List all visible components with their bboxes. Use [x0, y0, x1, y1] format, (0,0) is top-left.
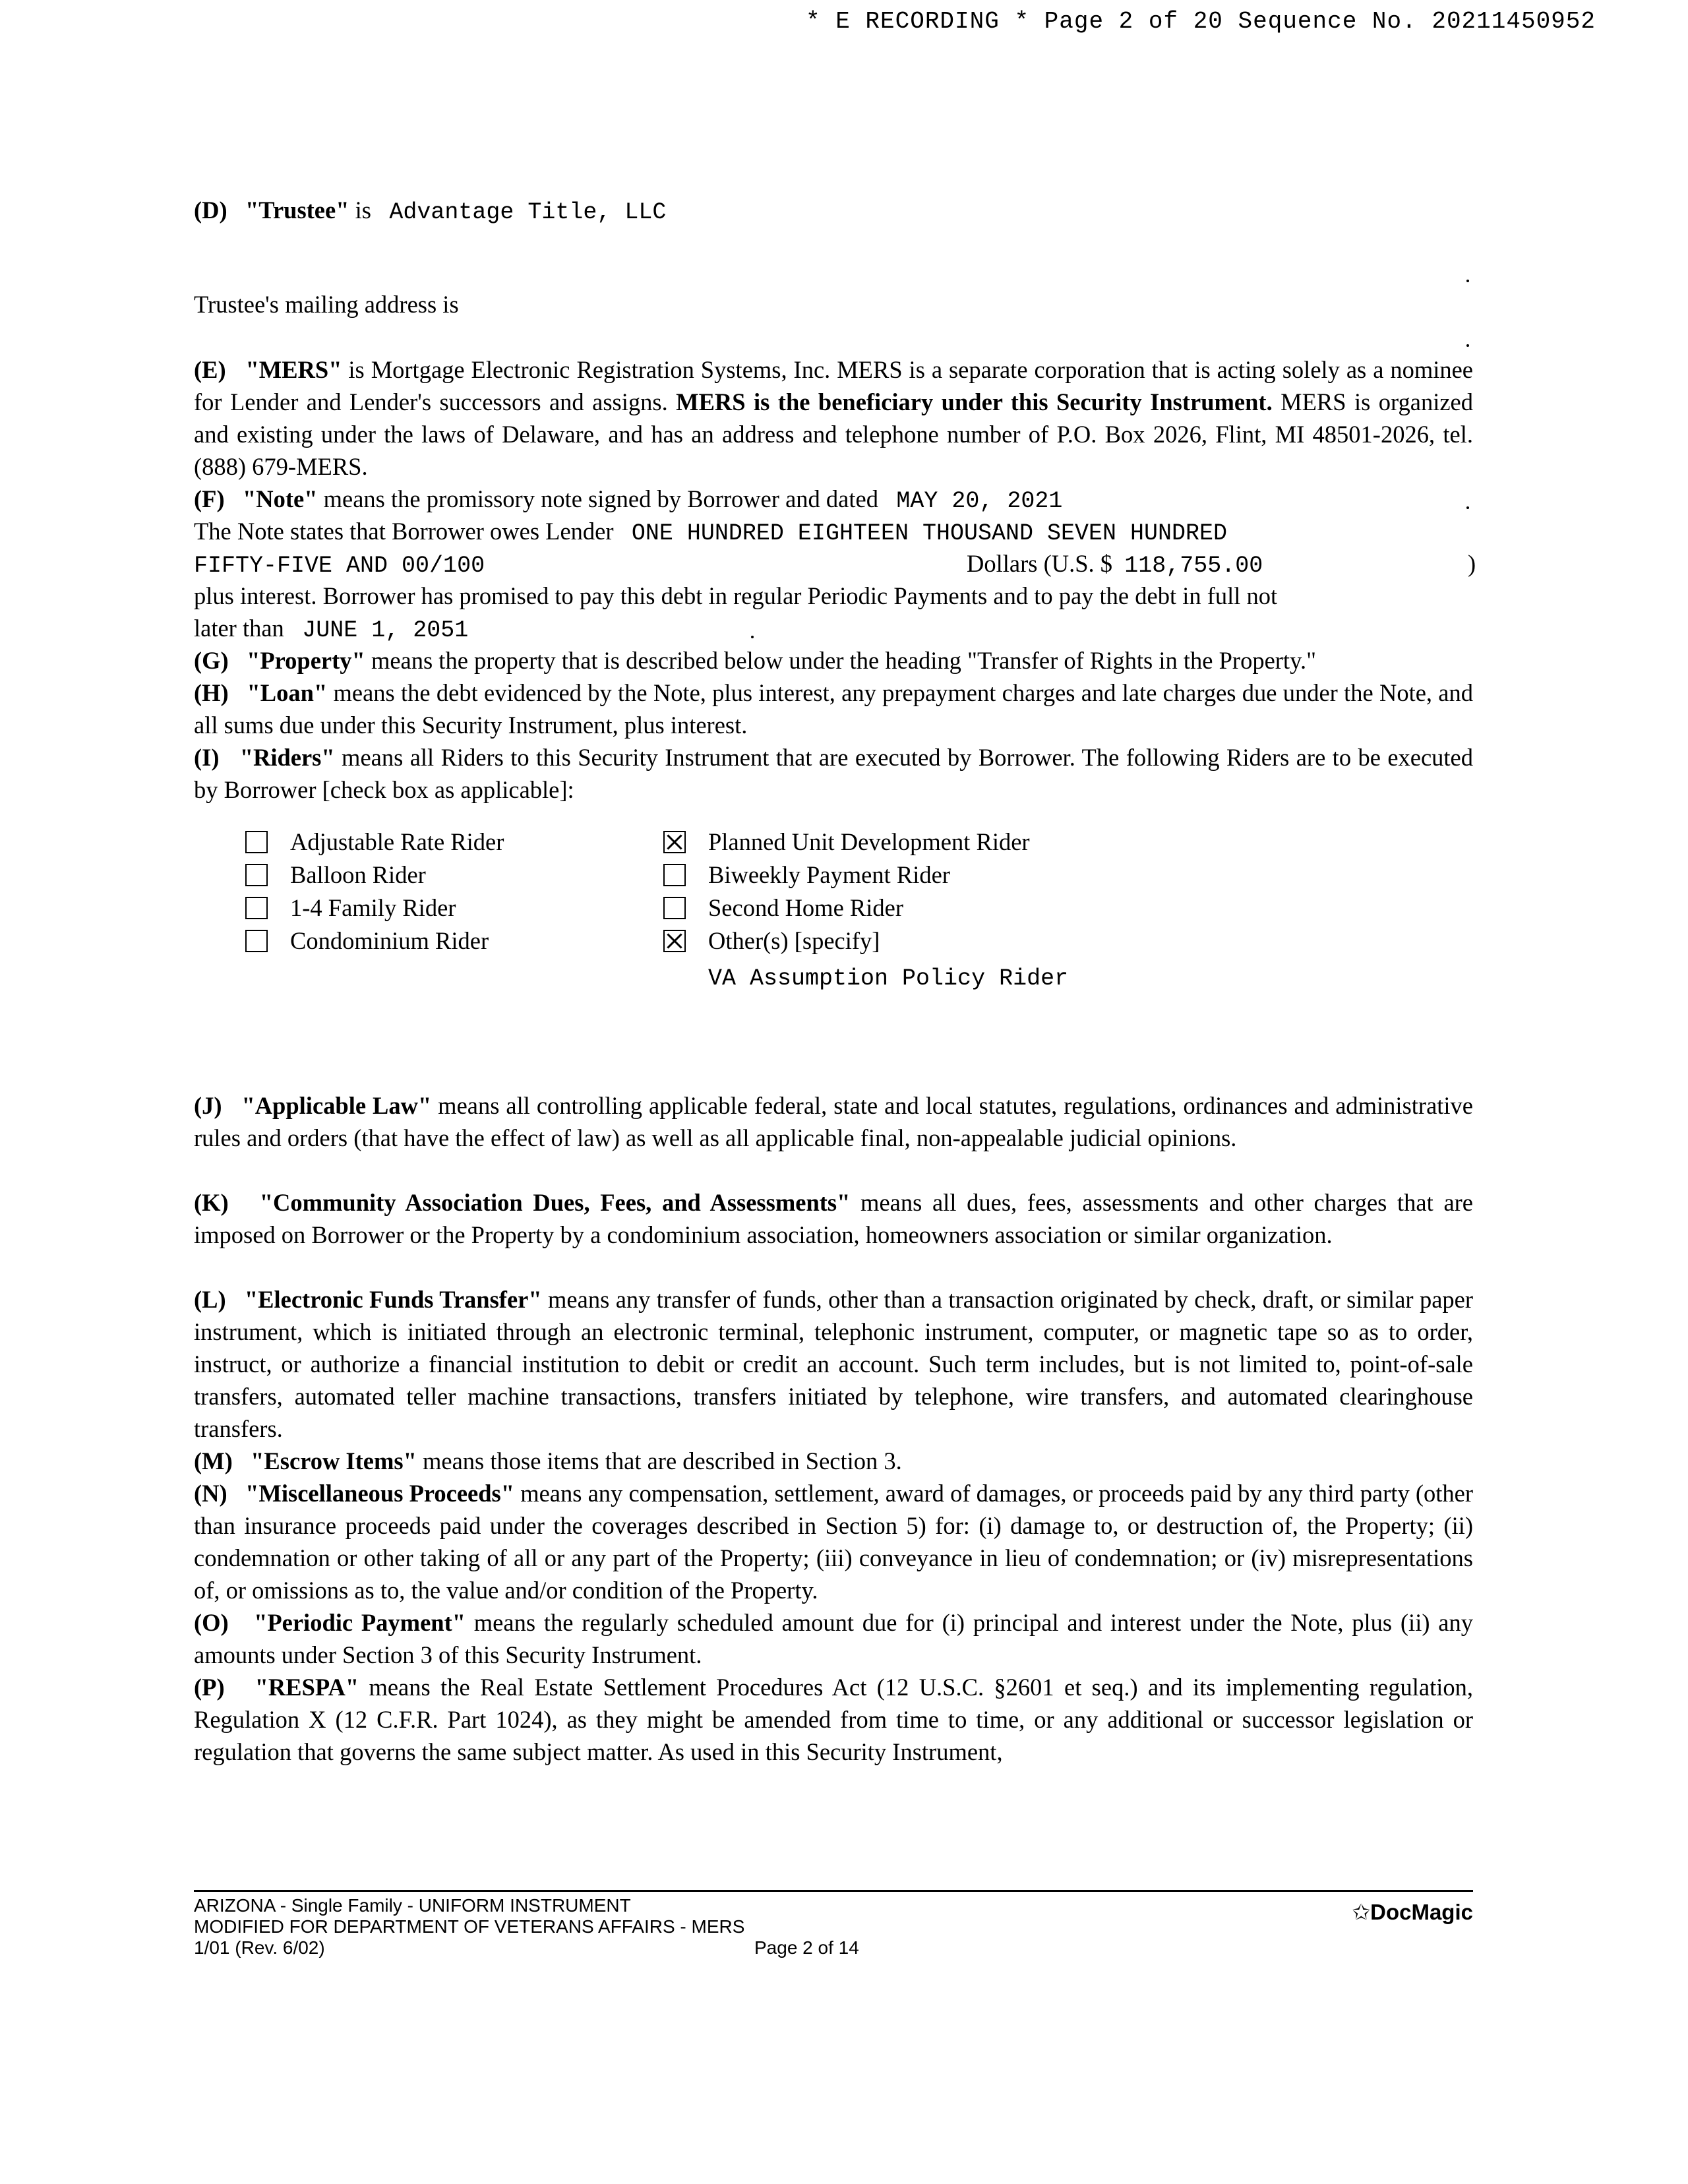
section-k-term: "Community Association Dues, Fees, and Assessments": [259, 1189, 851, 1216]
section-m-term: "Escrow Items": [251, 1447, 417, 1474]
section-e-text2: MERS is organized and existing under the laws of Delaware, and has an address and telephone number of P.O. Box 2026, Flint, MI 48501-2026, tel. (888) 679-MERS.: [194, 388, 1473, 480]
section-h-loan: [194, 677, 1473, 741]
section-j-label: (J): [194, 1092, 222, 1119]
section-p-term: "RESPA": [255, 1674, 359, 1701]
section-f-note-line2: [194, 515, 1227, 550]
section-f-note-line3: [194, 547, 485, 582]
rider-planned-unit-development[interactable]: [663, 826, 1030, 858]
section-e-bold: MERS is the beneficiary under this Security Instrument.: [676, 388, 1273, 415]
section-f-term: "Note": [242, 485, 318, 512]
rider-label: Other(s) [specify]: [708, 927, 880, 954]
section-n-miscellaneous-proceeds: [194, 1477, 1473, 1606]
section-e-term: "MERS": [245, 356, 342, 383]
section-m-text: means those items that are described in Section 3.: [416, 1447, 902, 1474]
other-rider-name: VA Assumption Policy Rider: [708, 965, 1069, 992]
section-m-label: (M): [194, 1447, 233, 1474]
section-f-text3: plus interest. Borrower has promised to pay this debt in regular Periodic Payments and to pay the debt in full not: [194, 582, 1278, 609]
section-f-note-line1: [194, 483, 1062, 518]
section-e-mers: [194, 353, 1473, 483]
rider-second-home[interactable]: [663, 892, 903, 924]
note-date: MAY 20, 2021: [896, 488, 1063, 514]
section-i-riders: [194, 741, 1473, 806]
section-l-electronic-funds-transfer: [194, 1283, 1473, 1445]
section-f-text2: The Note states that Borrower owes Lender: [194, 518, 614, 545]
section-n-term: "Miscellaneous Proceeds": [245, 1480, 515, 1507]
section-h-term: "Loan": [247, 679, 328, 706]
dot-mark: [1466, 344, 1469, 347]
dot-mark: [1466, 506, 1469, 509]
section-d-trustee: [194, 194, 666, 229]
section-d-label: (D): [194, 197, 227, 224]
footer-line-1: ARIZONA - Single Family - UNIFORM INSTRUMENT: [194, 1895, 631, 1916]
section-g-property: [194, 644, 1316, 677]
rider-label: Second Home Rider: [708, 894, 903, 921]
section-o-label: (O): [194, 1609, 229, 1636]
rider-label: Condominium Rider: [290, 927, 489, 954]
rider-adjustable-rate[interactable]: [245, 826, 504, 858]
amount-words-1: ONE HUNDRED EIGHTEEN THOUSAND SEVEN HUNDRED: [631, 520, 1228, 547]
trustee-mailing-address: Trustee's mailing address is: [194, 291, 459, 318]
section-g-text: means the property that is described below under the heading "Transfer of Rights in the Property.": [365, 647, 1316, 674]
trustee-name: Advantage Title, LLC: [389, 199, 667, 226]
note-amount: 118,755.00: [1124, 553, 1263, 579]
rider-1-4-family[interactable]: [245, 892, 456, 924]
section-k-community-association: [194, 1186, 1473, 1251]
section-p-respa: [194, 1671, 1473, 1768]
section-i-text: means all Riders to this Security Instrument that are executed by Borrower. The following Riders are to be executed by Borrower [check box as applicable]:: [194, 744, 1474, 803]
section-l-text: means any transfer of funds, other than a transaction originated by check, draft, or similar paper instrument, which is initiated through an electronic terminal, telephonic instrument, computer, or magnetic tape so as to order, instruct, or authorize a financial institution to debit or credit an account. Such term includes, but is not limited to, point-of-sale transfers, automated teller machine transactions, transfers initiated by telephone, wire transfers, and automated clearinghouse transfers.: [194, 1286, 1474, 1442]
docmagic-brand: DocMagic: [1370, 1900, 1473, 1924]
rider-label: Planned Unit Development Rider: [708, 828, 1030, 855]
section-l-term: "Electronic Funds Transfer": [244, 1286, 542, 1313]
section-g-label: (G): [194, 647, 229, 674]
rider-checkbox[interactable]: [245, 831, 268, 853]
rider-other-specify: [708, 960, 1068, 995]
section-p-text: means the Real Estate Settlement Procedures Act (12 U.S.C. §2601 et seq.) and its implementing regulation, Regulation X (12 C.F.R. Part 1024), as they might be amended from time to time, or any additional or successor legislation or regulation that governs the same subject matter. As used in this Security Instrument,: [194, 1674, 1474, 1765]
section-j-text: means all controlling applicable federal, state and local statutes, regulations, ordinances and administrative rules and orders (that have the effect of law) as well as all applicable final, non-appealable judicial opinions.: [194, 1092, 1473, 1151]
footer-line-3: 1/01 (Rev. 6/02): [194, 1937, 325, 1958]
section-d-text: is: [349, 197, 371, 224]
section-f-dollars: [967, 547, 1263, 582]
later-than: later than: [194, 615, 284, 642]
rider-checkbox-checked[interactable]: [663, 831, 686, 853]
section-l-label: (L): [194, 1286, 226, 1313]
rider-checkbox[interactable]: [663, 864, 686, 886]
dollars-label: Dollars (U.S. $: [967, 550, 1113, 577]
section-o-term: "Periodic Payment": [254, 1609, 466, 1636]
docmagic-logo: [1352, 1899, 1473, 1925]
rider-checkbox[interactable]: [245, 864, 268, 886]
rider-checkbox[interactable]: [245, 897, 268, 919]
section-n-text: means any compensation, settlement, award of damages, or proceeds paid by any third party (other than insurance proceeds paid under the coverages described in Section 5) for: (i) damage to, or destruction of, the Property; (ii) condemnation or other taking of all or any part of the Property; (iii) conveyance in lieu of condemnation; or (iv) misrepresentations of, or omissions as to, the value and/or condition of the Property.: [194, 1480, 1474, 1604]
section-f-label: (F): [194, 485, 225, 512]
section-h-text: means the debt evidenced by the Note, plus interest, any prepayment charges and late charges due under the Note, and all sums due under this Security Instrument, plus interest.: [194, 679, 1474, 739]
section-h-label: (H): [194, 679, 229, 706]
amount-words-2: FIFTY-FIVE AND 00/100: [194, 553, 485, 579]
section-i-term: "Riders": [239, 744, 335, 771]
section-d-term: "Trustee": [245, 197, 349, 224]
dot-mark: [751, 636, 754, 638]
rider-checkbox-checked[interactable]: [663, 930, 686, 952]
section-j-term: "Applicable Law": [241, 1092, 432, 1119]
footer-divider: [194, 1890, 1473, 1892]
rider-label: Biweekly Payment Rider: [708, 861, 950, 888]
section-e-label: (E): [194, 356, 226, 383]
rider-other[interactable]: [663, 925, 880, 957]
rider-balloon[interactable]: [245, 859, 426, 891]
section-f-text1: means the promissory note signed by Borrower and dated: [317, 485, 878, 512]
section-o-periodic-payment: [194, 1606, 1473, 1671]
footer-line-2: MODIFIED FOR DEPARTMENT OF VETERANS AFFAIRS - MERS: [194, 1916, 745, 1937]
section-m-escrow-items: [194, 1445, 902, 1477]
maturity-date: JUNE 1, 2051: [302, 617, 469, 644]
section-k-text: means all dues, fees, assessments and other charges that are imposed on Borrower or the Property by a condominium association, homeowners association or similar organization.: [194, 1189, 1473, 1248]
footer-page-number: Page 2 of 14: [754, 1937, 859, 1958]
section-k-label: (K): [194, 1189, 229, 1216]
rider-label: Balloon Rider: [290, 861, 426, 888]
rider-condominium[interactable]: [245, 925, 489, 957]
section-n-label: (N): [194, 1480, 227, 1507]
rider-label: 1-4 Family Rider: [290, 894, 456, 921]
rider-label: Adjustable Rate Rider: [290, 828, 504, 855]
dot-mark: [1466, 280, 1469, 282]
section-f-maturity-line: [194, 612, 468, 647]
star-icon: ✩: [1352, 1900, 1371, 1924]
recording-header: * E RECORDING * Page 2 of 20 Sequence No. 20211450952: [806, 8, 1596, 35]
rider-biweekly-payment[interactable]: [663, 859, 950, 891]
section-o-text: means the regularly scheduled amount due for (i) principal and interest under the Note, plus (ii) any amounts under Section 3 of this Security Instrument.: [194, 1609, 1473, 1668]
section-g-term: "Property": [247, 647, 365, 674]
close-paren: ): [1468, 550, 1476, 577]
section-j-applicable-law: [194, 1089, 1473, 1154]
section-i-label: (I): [194, 744, 220, 771]
section-p-label: (P): [194, 1674, 225, 1701]
section-e-text1: is Mortgage Electronic Registration Systems, Inc. MERS is a separate corporation that is acting solely as a nominee for Lender and Lender's successors and assigns.: [194, 356, 1474, 415]
rider-checkbox[interactable]: [663, 897, 686, 919]
rider-checkbox[interactable]: [245, 930, 268, 952]
